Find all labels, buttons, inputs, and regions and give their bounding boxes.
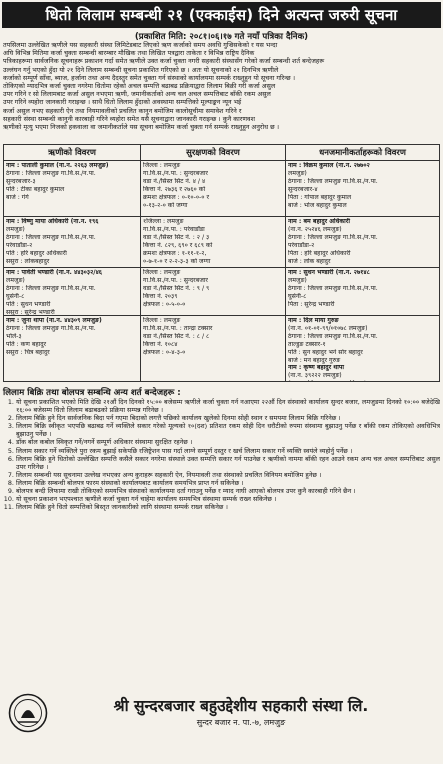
term-item: 9. बोलपत्र बन्दी लिफामा राखी तोकिएको समयभित्र संस्थाको कार्यालयमा दर्ता गराउनु पर्नेछ र म्याद नाघी आएको बोलपत्र उपर कुनै कारबाही गरिने छैन ।	[16, 487, 440, 495]
guarantor-line: नाम : दिल माया गुरुङ	[288, 317, 339, 324]
collateral-cell	[141, 268, 286, 315]
guarantor-line: पिता : गोपाल बहादुर कुमाल	[288, 193, 352, 201]
borrower-line: ससुरा : सुरेन्द्र भण्डारी	[6, 308, 55, 315]
guarantor-line: ठेगाना : जिल्ला लमजुङ गा.वि.स./न.पा.	[288, 284, 378, 292]
collateral-cell	[141, 161, 286, 216]
guarantor-line: सुन्दरबजार-४	[288, 185, 318, 193]
collateral-line: गा.वि.स./न.पा. : सुन्दरबजार	[143, 276, 208, 284]
borrower-cell	[4, 268, 141, 315]
collateral-line: क्रमशः क्षेत्रफल : १-११-१-२,	[143, 249, 207, 257]
collateral-line: वडा नं./सिस्त सिट नं. ४ / ४	[143, 177, 206, 185]
borrower-line: पति : कण बहादुर	[6, 340, 47, 348]
collateral-line: कित्ता नं. २७३६ र २७६० को	[143, 185, 206, 193]
borrower-line: परेवाडाँडा-२	[6, 241, 33, 249]
table-body	[4, 161, 439, 382]
intro-line: पत्रिकाहरूमा सार्वजनिक सूचनाहरू प्रकाशन गर्दा समेत ऋणीले उक्त कर्जा चुक्ता नगरी सहकारी संस्थासँग गरेको कर्जा सम्बन्धी शर्त बन्देजहरू	[3, 57, 325, 66]
guarantor-cell	[286, 161, 439, 216]
intro-line: उल्लंघन गर्नु भएको हुँदा यो २१ दिने लिलाम सम्बन्धी सूचना प्रकाशित गरिएको छ । अतः यो सूचनाको २१ दिनभित्र ऋणीले	[3, 65, 279, 74]
term-item: 8. लिलाम बिक्रि सम्बन्धी बोलपत्र फारम संस्थाको कार्यालयबाट कार्यालय समयभित्र प्राप्त गर्न सकिनेछ ।	[16, 479, 440, 487]
term-item: 2. लिलाम बिक्रि हुने दिन सार्वजनिक बिदा पर्न गएमा बिदाको लगत्तै पछिको कार्यालय खुलेको दिनमा सोही स्थान र समयमा लिलाम बिक्रि गरिनेछ ।	[16, 414, 440, 422]
borrower-line: ठेगाना : जिल्ला लमजुङ गा.वि.स./न.पा.	[6, 233, 96, 241]
borrower-line: नाम : पाताली कुमाल (ना.न. २२६३ लमजुङ)	[6, 162, 109, 169]
guarantor-line: बाजे : लोक बहादुर	[288, 257, 331, 265]
borrower-line: ठेगाना : जिल्ला लमजुङ गा.वि.स./न.पा.	[6, 324, 96, 332]
collateral-line: जिल्ला : लमजुङ	[143, 269, 181, 276]
collateral-line: गा.वि.स./न.पा. : सुन्दरबजार	[143, 169, 208, 177]
header-guarantor: धनजमानीकर्ताहरूको विवरण	[319, 147, 406, 157]
collateral-line: जिल्ला : लमजुङ	[143, 317, 181, 324]
intro-paragraph	[3, 41, 440, 139]
guarantor-line: (ना.न. ०१-०१-९९/०१०७८ लमजुङ)	[288, 324, 368, 332]
guarantor-line: नाम : कृष्ण बहादुर थापा	[288, 364, 344, 372]
borrower-line: लमजुङ)	[6, 225, 25, 233]
collateral-line: कित्ता नं. २०३९	[143, 292, 178, 300]
table-row	[4, 161, 439, 217]
borrower-line: नाम : विष्णु माया अधिकारी (ना.न. १९६	[6, 218, 99, 225]
header-collateral: सुरक्षणको विवरण	[141, 145, 286, 160]
guarantor-line: पिता : हरि बहादुर अधिकारी	[288, 249, 351, 257]
collateral-line: ०-७-१-० र २-२-३-३ को जग्गा	[143, 257, 211, 265]
collateral-line: वडा नं./सिस्त सिट नं. : २ / ३	[143, 233, 210, 241]
collateral-line: वडा नं./सिस्त सिट नं. : ८ / ८	[143, 332, 210, 340]
collateral-line: वडा नं./सिस्त सिट नं. : ९ / ९	[143, 284, 210, 292]
borrower-line: पति : टीका बहादुर कुमाल	[6, 185, 65, 193]
borrower-cell	[4, 316, 141, 382]
guarantor-cell	[286, 217, 439, 267]
intro-line: उपर गरिने व्यहोरा जानकारी गराइन्छ । साथै धितो लिलाम हुँदाको अवस्थामा सम्पत्तिको मूल्याङ्कन न्यून भई	[3, 98, 242, 107]
term-item: 5. लिलाम सकार गर्ने व्यक्तिले पुरा रकम बुझाई सकेपछि रजिष्ट्रेशन पास गर्दा लाग्ने सम्पूर्ण दस्तुर र खर्च लिलाम सकार गर्ने व्यक्ति स्वयंले व्यहोर्नु पर्नेछ ।	[16, 447, 440, 455]
guarantor-line: नाम : विक्रम कुमाल (ना.न. २७७०२	[288, 162, 370, 169]
organization-address: सुन्दर बजार न. पा.-७, लमजुङ	[196, 718, 286, 727]
collateral-line: कित्ता नं. १०८४	[143, 340, 178, 348]
borrower-line: ससुरा : चित्र बहादुर	[6, 348, 50, 356]
header-borrower: ऋणीको विवरण	[4, 145, 141, 160]
borrower-line: ससुरा : लोकबहादुर	[6, 257, 50, 265]
collateral-line: गा.वि.स./न.पा. : तान्द्रा टक्सार	[143, 324, 213, 332]
guarantor-cell	[286, 268, 439, 315]
guarantor-line: ठेगाना : जिल्ला लमजुङ गा.वि.स./न.पा.	[288, 332, 378, 340]
borrower-line: घुसेनी-८	[6, 292, 25, 300]
collateral-line: जिल्ला : लमजुङ	[143, 162, 181, 169]
term-item: 6. लिलाम बिक्रि हुने धितोको उल्लेखित सम्पत्ति कसैले सकार नगरेमा संस्थाले उक्त सम्पत्ति सकार गर्न पाउनेछ र ऋणीको नाममा बाँकी रहन आउने रकम अन्य चल अचल सम्पत्तिबाट असुल उपर गरिनेछ ।	[16, 455, 440, 471]
collateral-line: क्रमशः क्षेत्रफल : ०-१०-०-० र	[143, 193, 209, 201]
borrower-line: नाम : पार्वती भण्डारी (ना.न. ४४३०३२/४६	[6, 269, 103, 276]
guarantor-line: (ना.न. २५२४६ लमजुङ)	[288, 225, 342, 233]
guarantor-line: घुसेनी-८	[288, 292, 307, 300]
borrower-line: ठेगाना : जिल्ला लमजुङ गा.वि.स./न.पा.	[6, 169, 96, 177]
borrower-cell	[4, 161, 141, 216]
guarantor-line: परेवाडाँडा-२	[288, 241, 315, 249]
borrower-line: लमजुङ)	[6, 276, 25, 284]
guarantor-line	[288, 380, 437, 382]
guarantor-line: (ना.न. ३९२२२ लमजुङ)	[288, 372, 342, 380]
collateral-line: १जिल्ला : लमजुङ	[143, 218, 184, 225]
collateral-line: कित्ता नं. ८२९, ६९० र ६८९ को	[143, 241, 213, 249]
term-item: 11. लिलाम बिक्रि हुने धितो सम्पत्तिको बिस्तृत जानकारीको लागि संस्थामा सम्पर्क राख्न सकिनेछ ।	[16, 503, 440, 511]
collateral-cell	[141, 316, 286, 382]
guarantor-line: पिता : सुरेन्द्र भण्डारी	[288, 300, 335, 308]
table-row	[4, 316, 439, 382]
cooperative-logo-icon	[8, 693, 48, 733]
collateral-line: क्षेत्रफल : ०-५-०-०	[143, 300, 186, 308]
notice-title: धितो लिलाम सम्बन्धी २१ (एक्काईस) दिने अत्यन्त जरुरी सूचना	[2, 2, 441, 28]
guarantor-line: नाम : बम बहादुर अधिकारी	[288, 218, 350, 225]
footer	[0, 690, 443, 764]
term-item: 4. डाँक बोल कबोल स्विकृत गर्ने/नगर्ने सम्पूर्ण अधिकार संस्थामा सुरक्षित रहनेछ ।	[16, 438, 440, 446]
intro-line: उपर गरिने र सो लिलामबाट कर्जा असुल नभएमा ऋणी, जमानीकर्ताको अन्य चल अचल सम्पत्तिबाट बाँकी रकम असुल	[3, 90, 271, 99]
borrower-line: बाजे : गंगे	[6, 193, 29, 201]
guarantor-line: लमजुङ)	[288, 169, 307, 177]
intro-line: अघि विभिन्न मितिमा कर्जा चुक्ता सम्बन्धी बारम्बार मौखिक तथा लिखित पत्रद्वारा ताकेता र विभिन्न राष्ट्रिय दैनिक	[3, 49, 255, 58]
guarantor-line: ताल्डुङ टक्सार-१	[288, 340, 326, 348]
guarantor-line: लमजुङ)	[288, 276, 307, 284]
intro-line: ऋणीको मृत्यु भएमा निजको हकवाला वा जमानीकर्ताले यस सूचना बमोजिम कर्जा चुक्ता गर्न सम्पर्क राख्नुहुन अनुरोध छ ।	[3, 123, 280, 132]
borrower-line: पति : हरि बहादुर अधिकारी	[6, 249, 67, 257]
borrower-line: सुन्दरबजार-३	[6, 177, 36, 185]
loan-details-table	[3, 144, 440, 382]
borrower-line: भोर्ले-३	[6, 332, 22, 340]
guarantor-line: बाजे : भोज बहादुर कुमाल	[288, 201, 347, 209]
terms-list	[3, 398, 440, 684]
borrower-line: नाम : जुना थापा (ना.न. ४४३०९ लमजुङ)	[6, 317, 102, 324]
term-item: 7. लिलाम सम्बन्धी यस सूचनामा उल्लेख नभएका अन्य कुराहरू सहकारी ऐन, नियमावली तथा संस्थाको प्रचलित विनियम बमोजिम हुनेछ ।	[16, 471, 440, 479]
borrower-line: पति : सुधन भण्डारी	[6, 300, 51, 308]
collateral-line: गा.वि.स./न.पा. : परेवाडाँडा	[143, 225, 205, 233]
term-item: 3. लिलाम बिक्रि स्वीकृत भएपछि बढाबढ गर्ने व्यक्तिले सकार गरेको मूल्यको १०(दश) प्रतिशत रकम सोही दिन धरौटीको रुपमा संस्थामा बुझाउनु पर्नेछ र बाँकी रकम तोकिएको अवधिभित्र बुझाउनु पर्नेछ ।	[16, 422, 440, 438]
guarantor-line: पति : सुन बहादुर भने सोर बहादुर	[288, 348, 363, 356]
term-item: 1. यो सूचना प्रकाशित भएको मिति देखि २१औं दिन दिनको १५:०० बजेसम्म ऋणीले कर्जा चुक्ता गर्न नआएमा २२औं दिन संस्थाको कार्यालय सुन्दर बजार, लमजुङमा दिनको १०:०० बजेदेखि १६:०० बजेसम्म धितो लिलाम बढाबढको प्रक्रिया सम्पन्न गरिनेछ ।	[16, 398, 440, 414]
intro-line: सहकारी संस्था सम्बन्धी कानुनी कारबाही गरिने व्यहोरा समेत यसै सूचनाद्वारा जानकारी गराइन्छ । कुनै कारणवश	[3, 114, 255, 123]
publication-date: (प्रकाशित मिति: २०८१।०६।१७ गते नयाँ पत्रिका दैनिक)	[134, 32, 309, 42]
guarantor-cell	[286, 316, 439, 382]
guarantor-line: नाम : सुधन भण्डारी (ना.न. २७१४८	[288, 269, 370, 276]
borrower-line: ठेगाना : जिल्ला लमजुङ गा.वि.स./न.पा.	[6, 284, 96, 292]
guarantor-line: ठेगाना : जिल्ला लमजुङ गा.वि.स./न.पा.	[288, 177, 378, 185]
table-header	[4, 145, 439, 161]
guarantor-line: ठेगाना : जिल्ला लमजुङ गा.वि.स./न.पा.	[288, 233, 378, 241]
term-item: 10. यो सूचना प्रकाशन भएपश्चात ऋणीले कर्जा चुक्ता गर्न चाहेमा कार्यालय समयभित्र संस्थामा सम्पर्क राख्न सकिनेछ ।	[16, 495, 440, 503]
collateral-line: ०-१३-२-० को जग्गा	[143, 201, 188, 209]
guarantor-line: बाजे : मन बहादुर गुरुङ	[288, 356, 341, 364]
intro-line: कर्जा असुल नभए सहकारी ऐन तथा नियमावलीको प्रचलित कानुन बमोजिम कालोसूचीमा समावेश गरिने र	[3, 106, 242, 115]
organization-name: श्री सुन्दरबजार बहुउद्देशीय सहकारी संस्था लि.	[113, 697, 369, 715]
intro-line: कर्जाको सम्पूर्ण साँवा, ब्याज, हर्जाना तथा अन्य दैदस्तुर समेत चुक्ता गर्न संस्थाको कार्यालयमा सम्पर्क राख्नुहुन यो सूचना गरिन्छ ।	[3, 73, 296, 82]
table-row	[4, 268, 439, 316]
intro-line: तोकिएको म्यादभित्र कर्जा चुक्ता नगरेमा धितोमा रहेको अचल सम्पत्ति बढाबढ प्रक्रियाद्वारा लिलाम बिक्री गरी कर्जा असुल	[3, 82, 276, 91]
collateral-cell	[141, 217, 286, 267]
terms-title: लिलाम बिक्रि तथा बोलपत्र सम्बन्धि अन्य शर्त बन्देजहरू :	[3, 388, 181, 398]
intro-line: तपसिलमा उल्लेखित ऋणीले यस सहकारी संस्था लिमिटेडबाट लिएको ऋण कर्जाको समय अवधि गुज्रिसकेको र यस भन्दा	[3, 41, 278, 49]
collateral-line: क्षेत्रफल : ०-४-३-०	[143, 348, 186, 356]
table-row	[4, 217, 439, 268]
borrower-cell	[4, 217, 141, 267]
